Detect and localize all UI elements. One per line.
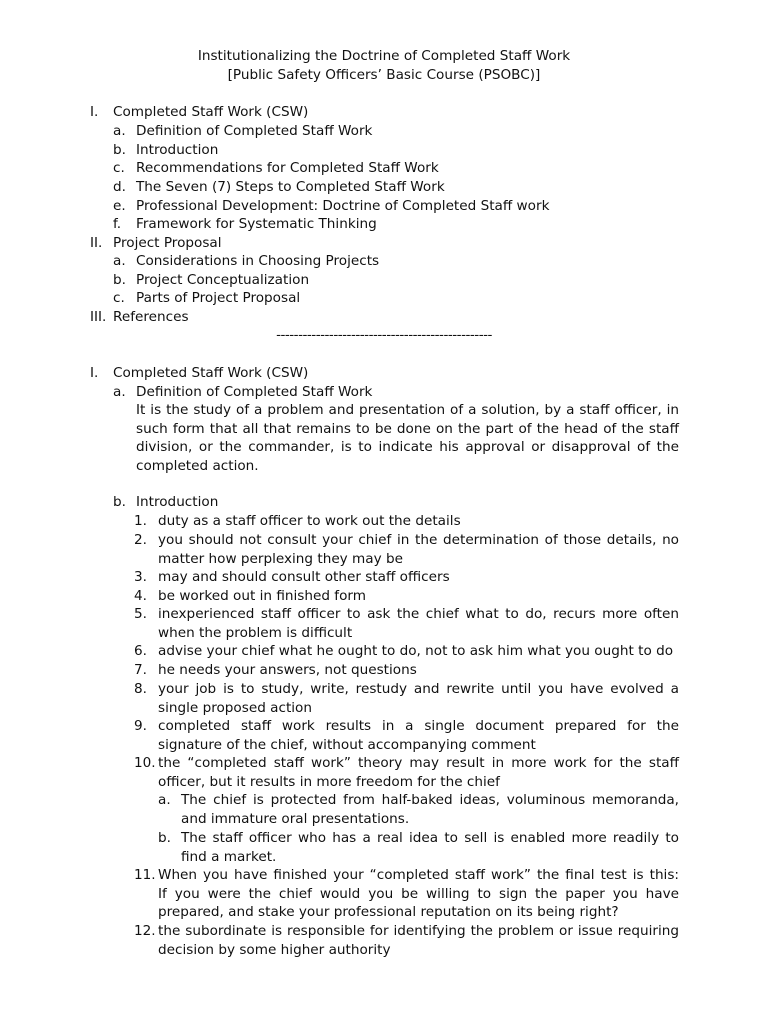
list-number: 8. (134, 681, 147, 697)
list-item: advise your chief what he ought to do, not to ask him what you ought to do (158, 643, 674, 659)
outline-marker: I. (90, 104, 99, 120)
list-item: he needs your answers, not questions (158, 662, 417, 678)
list-number: 2. (134, 532, 147, 548)
subsection-marker: b. (113, 494, 126, 510)
subsection-marker: a. (113, 384, 126, 400)
sublist-marker: b. (158, 830, 171, 846)
section-marker: I. (90, 365, 99, 381)
list-number: 3. (134, 569, 147, 585)
list-item: the “completed staff work” theory may result in more work for the staff officer, but it results in more freedom for the chief (158, 755, 679, 790)
list-item: your job is to study, write, restudy and rewrite until you have evolved a single proposed action (158, 681, 679, 716)
outline-marker: b. (113, 142, 126, 158)
separator-line: ------------------------------------------------- (276, 327, 492, 343)
list-number: 9. (134, 718, 147, 734)
outline-item: Introduction (136, 142, 219, 158)
outline-item: Parts of Project Proposal (136, 290, 301, 306)
list-item: you should not consult your chief in the determination of those details, no matter how perplexing they may be (158, 532, 679, 567)
sublist-item: The staff officer who has a real idea to sell is enabled more readily to find a market. (181, 830, 679, 865)
list-number: 10. (134, 755, 156, 771)
list-item: the subordinate is responsible for identifying the problem or issue requiring decision by some higher authority (158, 923, 679, 958)
list-number: 6. (134, 643, 147, 659)
list-number: 12. (134, 923, 156, 939)
document-subtitle: [Public Safety Officers’ Basic Course (PSOBC)] (227, 67, 541, 83)
outline-marker: a. (113, 123, 126, 139)
list-number: 1. (134, 513, 147, 529)
outline-marker: b. (113, 272, 126, 288)
outline-item: Considerations in Choosing Projects (136, 253, 380, 269)
list-number: 5. (134, 606, 147, 622)
outline-item: Project Conceptualization (136, 272, 310, 288)
list-item: may and should consult other staff officers (158, 569, 450, 585)
outline-heading: Completed Staff Work (CSW) (113, 104, 309, 120)
list-item: When you have finished your “completed staff work” the final test is this: If you were the chief would you be willing to sign the paper you have prepared, and stake your professional reputation on its being right? (158, 867, 692, 920)
document-title: Institutionalizing the Doctrine of Completed Staff Work (197, 48, 571, 64)
outline-marker: f. (113, 216, 122, 232)
list-number: 11. (134, 867, 156, 883)
outline-marker: c. (113, 160, 125, 176)
outline-item: The Seven (7) Steps to Completed Staff Work (136, 179, 445, 195)
subsection-heading: Definition of Completed Staff Work (136, 384, 373, 400)
list-item: duty as a staff officer to work out the details (158, 513, 461, 529)
outline-heading: References (113, 309, 189, 325)
outline-marker: II. (90, 235, 103, 251)
outline-marker: c. (113, 290, 125, 306)
list-item: inexperienced staff officer to ask the chief what to do, recurs more often when the problem is difficult (158, 606, 679, 641)
outline-item: Definition of Completed Staff Work (136, 123, 373, 139)
list-number: 7. (134, 662, 147, 678)
outline-marker: e. (113, 198, 126, 214)
subsection-heading: Introduction (136, 494, 219, 510)
sublist-item: The chief is protected from half-baked ideas, voluminous memoranda, and immature oral presentations. (181, 792, 679, 827)
outline-heading: Project Proposal (113, 235, 222, 251)
outline-item: Recommendations for Completed Staff Work (136, 160, 439, 176)
sublist-marker: a. (158, 792, 171, 808)
list-number: 4. (134, 588, 147, 604)
list-item: completed staff work results in a single document prepared for the signature of the chief, without accompanying comment (158, 718, 679, 753)
outline-marker: III. (90, 309, 107, 325)
definition-paragraph: It is the study of a problem and presentation of a solution, by a staff officer, in such form that all that remains to be done on the part of the head of the staff division, or the commander, is to indicate his approval or disapproval of the completed action. (136, 402, 679, 474)
outline-marker: a. (113, 253, 126, 269)
outline-item: Framework for Systematic Thinking (136, 216, 377, 232)
outline-item: Professional Development: Doctrine of Completed Staff work (136, 198, 550, 214)
outline-marker: d. (113, 179, 126, 195)
section-heading: Completed Staff Work (CSW) (113, 365, 309, 381)
list-item: be worked out in finished form (158, 588, 366, 604)
